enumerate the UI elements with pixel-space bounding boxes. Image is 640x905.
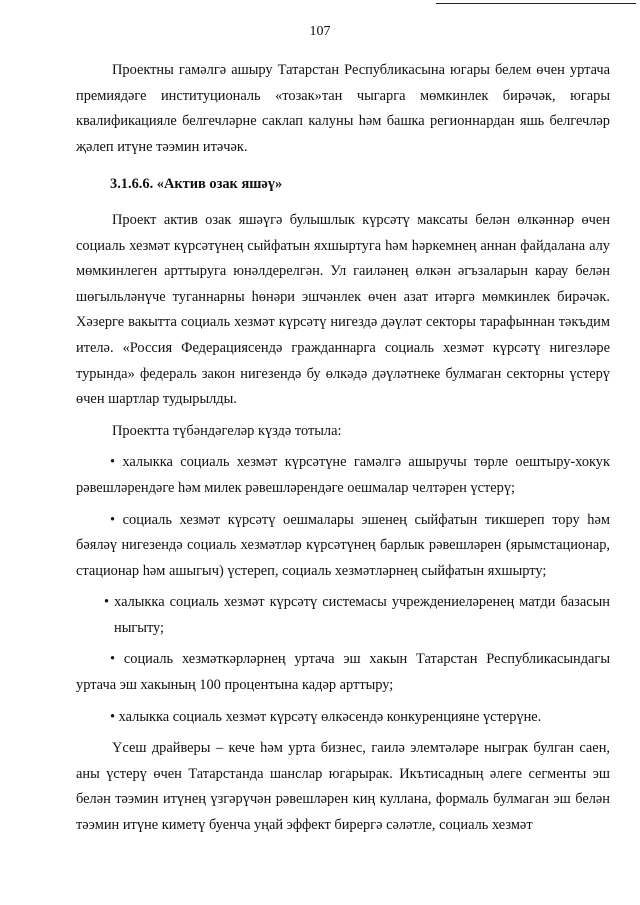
paragraph-growth-driver: Үсеш драйверы – кече һәм урта бизнес, гаилә элемтәләре ныграк булган саен, аны үстерү өчен Татарстанда шанслар югарырак. Икътисадның әлеге сегменты эш белән тәэмин итүнең үзгәрүчән рәвешләрен киң куллана, формаль булмаган эш белән тәэмин итүне киметү буенча уңай эффект бирергә сәләтле, социаль хезмәт bbox=[76, 740, 610, 834]
header-rule bbox=[436, 3, 636, 4]
document-body bbox=[76, 58, 610, 839]
paragraph-project-description: Проект актив озак яшәүгә булышлык күрсәтү максаты белән өлкәннәр өчен социаль хезмәт күрсәтүнең сыйфатын яхшыртуга һәм һәркемнең аннан файдалана алу мөмкинлеген арттыруга юнәлдерелгән. Ул гаиләнең өлкән әгъзаларын карау белән шөгыльләнүче туганнарны һөнәри эшчәнлек өчен азат итәргә мөмкинлек бирәчәк. Хәзерге вакытта социаль хезмәт күрсәтү нигездә дәүләт секторы тарафыннан тәкъдим ителә. «Россия Федерациясендә гражданнарга социаль хезмәт күрсәтү нигезләре турында» федераль закон нигезендә бу өлкәдә дәүләтнеке булмаган секторны үстерү өчен шартлар тудырылды. bbox=[76, 211, 610, 408]
section-heading: 3.1.6.6. «Актив озак яшәү» bbox=[110, 176, 283, 193]
list-item: • халыкка социаль хезмәт күрсәтү өлкәсендә конкуренцияне үстерүне. bbox=[110, 708, 542, 725]
list-item: • социаль хезмәт күрсәтү оешмалары эшенең сыйфатын тикшереп тору һәм бәяләү нигезендә социаль хезмәтләр күрсәтүнең барлык рәвешләрен (ярымстационар, стационар һәм ашыгыч) үстереп, социаль хезмәтләрнең сыйфатын яхшырту; bbox=[76, 511, 610, 579]
paragraph-intro: Проектны гамәлгә ашыру Татарстан Республикасына югары белем өчен уртача премиядәге институциональ «тозак»тан чыгарга мөмкинлек бирәчәк, югары квалификацияле белгечләрне саклап калуны һәм башка регионнардан яшь белгечләр җәлеп итүне тәэмин итәчәк. bbox=[76, 62, 610, 155]
list-item: • халыкка социаль хезмәт күрсәтүне гамәлгә ашыручы төрле оештыру-хокук рәвешләрендәге һәм милек рәвешләрендәге оешмалар челтәрен үстерү; bbox=[76, 454, 610, 496]
paragraph-list-intro: Проектта түбәндәгеләр күздә тотыла: bbox=[112, 422, 342, 439]
list-item: • социаль хезмәткәрләрнең уртача эш хакын Татарстан Республикасындагы уртача эш хакының 100 процентына кадәр арттыру; bbox=[76, 651, 610, 694]
list-item: • халыкка социаль хезмәт күрсәтү системасы учреждениеләренең матди базасын ныгыту; bbox=[104, 594, 610, 636]
page-number: 107 bbox=[309, 24, 331, 39]
